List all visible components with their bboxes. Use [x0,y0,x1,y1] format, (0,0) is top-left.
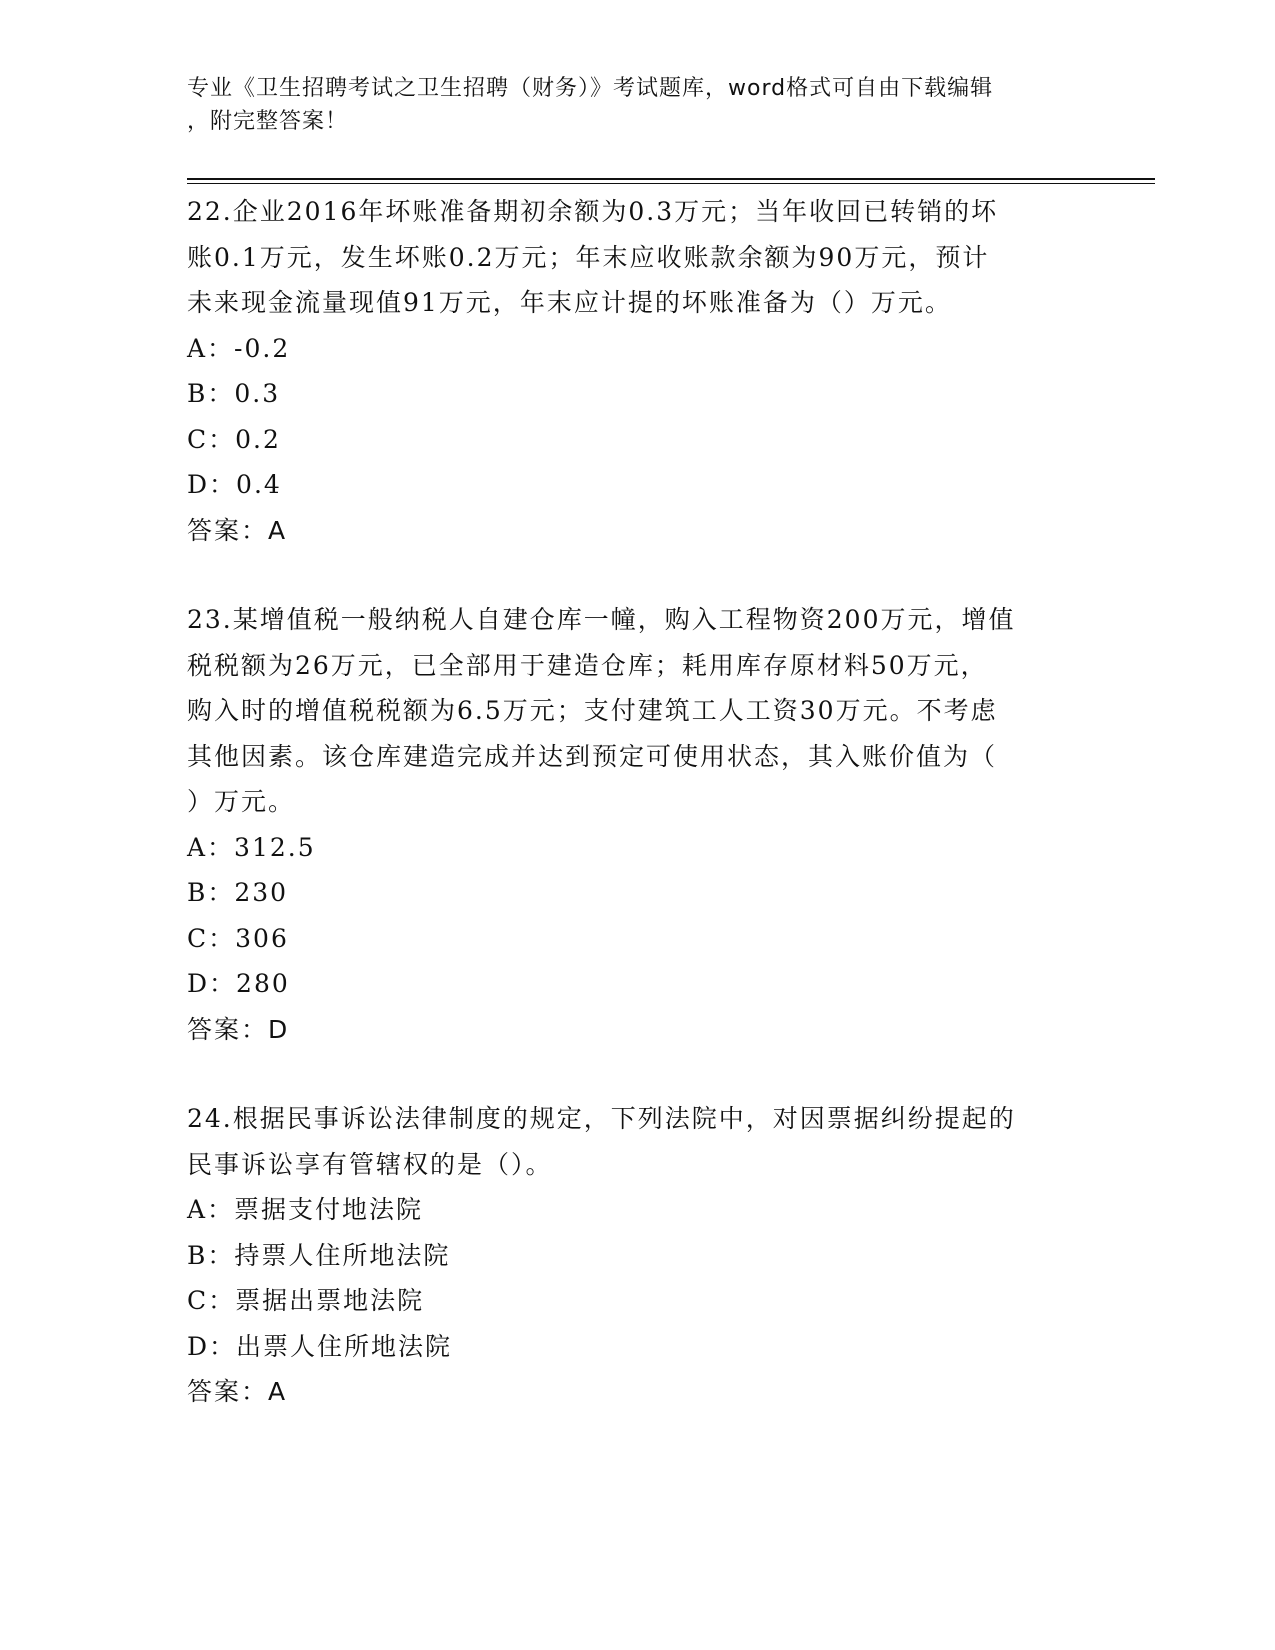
stem-line: 24.根据民事诉讼法律制度的规定，下列法院中，对因票据纠纷提起的 [187,1104,1016,1133]
option-d: D：0.4 [187,470,282,499]
option-a: A：-0.2 [187,333,291,363]
option-b: B：0.3 [187,379,281,408]
header-line-2: ，附完整答案！ [187,109,349,134]
stem-line: 未来现金流量现值91万元，年末应计提的坏账准备为（）万元。 [187,288,952,317]
stem-line: 民事诉讼享有管辖权的是（）。 [187,1149,553,1179]
option-c: C：票据出票地法院 [187,1286,425,1315]
option-b: B：持票人住所地法院 [187,1240,451,1270]
stem-line: 税税额为26万元，已全部用于建造仓库；耗用库存原材料50万元， [187,650,988,680]
question-stem [187,189,1087,326]
question-22 [187,189,1087,553]
answer: 答案：A [187,515,288,545]
question-spacer [187,553,1087,597]
stem-line: 22.企业2016年坏账准备期初余额为0.3万元；当年收回已转销的坏 [187,197,999,226]
option-d: D：出票人住所地法院 [187,1331,453,1361]
option-d: D：280 [187,969,290,998]
question-23 [187,597,1087,1052]
stem-line: 其他因素。该仓库建造完成并达到预定可使用状态，其入账价值为（ [187,741,998,771]
answer: 答案：D [187,1014,290,1044]
option-b: B：230 [187,878,289,907]
question-stem [187,597,1087,825]
option-a: A：票据支付地法院 [187,1195,424,1224]
page-header [187,72,1067,138]
header-line-1: 专业《卫生招聘考试之卫生招聘（财务）》考试题库，word格式可自由下载编辑 [187,76,994,101]
answer: 答案：A [187,1377,288,1406]
header-divider-thick [187,178,1155,180]
question-list [187,189,1087,1415]
option-c: C：0.2 [187,424,281,454]
stem-line: ）万元。 [187,787,296,816]
question-stem [187,1096,1087,1187]
option-c: C：306 [187,923,289,953]
stem-line: 购入时的增值税税额为6.5万元；支付建筑工人工资30万元。不考虑 [187,696,998,725]
stem-line: 23.某增值税一般纳税人自建仓库一幢，购入工程物资200万元，增值 [187,605,1016,634]
question-24 [187,1096,1087,1415]
header-divider-thin [187,183,1155,184]
option-a: A：312.5 [187,832,316,862]
stem-line: 账0.1万元，发生坏账0.2万元；年末应收账款余额为90万元，预计 [187,242,990,272]
question-spacer [187,1052,1087,1096]
